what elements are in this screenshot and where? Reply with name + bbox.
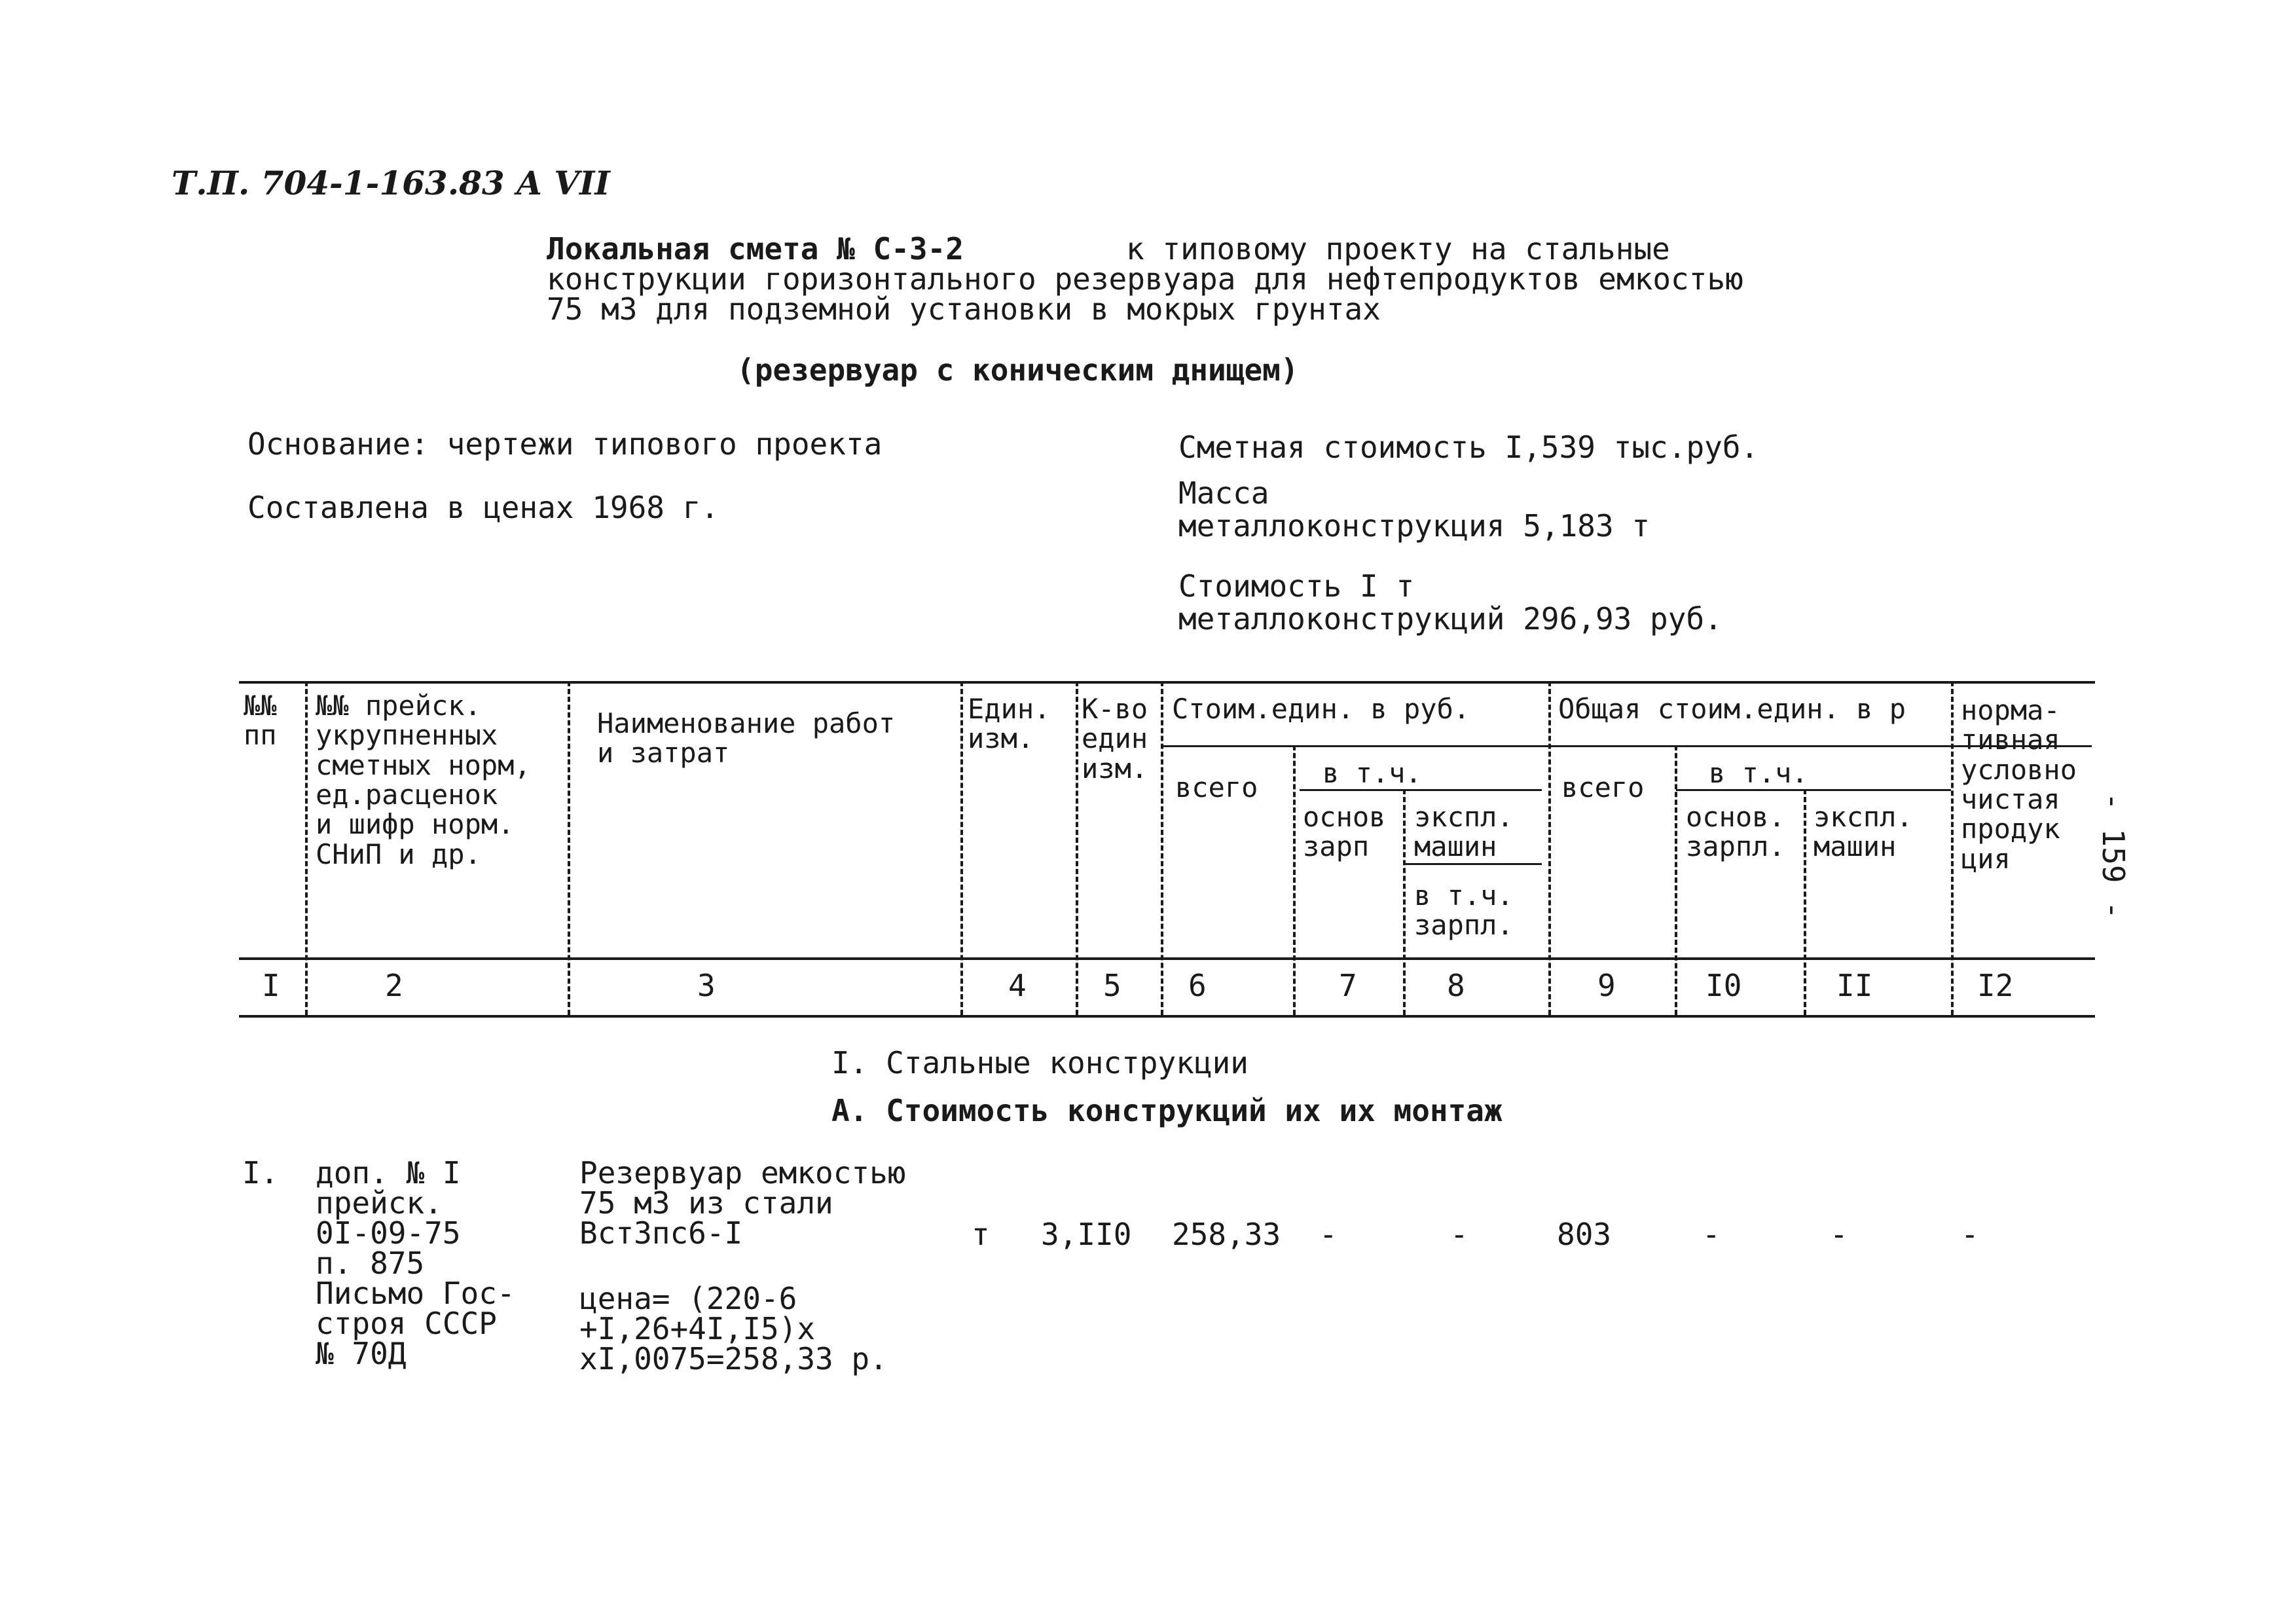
column-number: 5 (1103, 968, 1121, 1003)
row-unit-base: - (1319, 1217, 1338, 1252)
section-subtitle: А. Стоимость конструкций их их монтаж (831, 1093, 1503, 1128)
colnum-top-line (239, 957, 2095, 960)
row-total-base: - (1702, 1217, 1721, 1252)
estimate-title-right: к типовому проекту на стальные (1126, 231, 1670, 267)
column-number: 2 (385, 968, 403, 1003)
col-sep-5 (1161, 681, 1163, 1015)
row-total: 803 (1557, 1217, 1612, 1252)
row-net-production: - (1961, 1217, 1979, 1252)
header-total-cost-total: всего (1561, 771, 1645, 803)
header-number: №№ пп (244, 690, 277, 752)
table-top-line (239, 681, 2095, 684)
row-quantity: 3,II0 (1041, 1217, 1132, 1252)
header-total-cost-incl: в т.ч. (1709, 757, 1808, 789)
row-unit-mach: - (1450, 1217, 1468, 1252)
col-sep-6 (1293, 745, 1296, 1015)
page-number: - 159 - (2096, 792, 2131, 919)
header-unit: Един. изм. (968, 693, 1051, 755)
prices-text: Составлена в ценах 1968 г. (247, 490, 720, 525)
col-sep-7 (1403, 789, 1406, 1015)
header-unit-cost-mach: экспл. машин (1414, 801, 1514, 863)
row-price-ref: доп. № I прейск. 0I-09-75 п. 875 Письмо Гос- строя СССР № 70Д (316, 1155, 515, 1371)
column-number: 7 (1339, 968, 1357, 1003)
header-price-ref: №№ прейск. укрупненных сметных норм, ед.расценок и шифр норм. СНиП и др. (316, 690, 531, 870)
header-total-cost-base: основ. зарпл. (1686, 801, 1785, 863)
estimated-cost: Сметная стоимость I,539 тыс.руб. (1178, 430, 1759, 465)
incl1-divider (1300, 789, 1542, 791)
section-title: I. Стальные конструкции (831, 1045, 1248, 1080)
row-unit-total: 258,33 (1172, 1217, 1281, 1252)
column-number: I0 (1705, 968, 1742, 1003)
estimate-title-line3: 75 м3 для подземной установки в мокрых грунтах (547, 291, 1381, 327)
header-net-production: норма- тивная условно чистая продук ция (1961, 694, 2077, 875)
column-number: II (1836, 968, 1873, 1003)
header-quantity: К-во един изм. (1082, 693, 1148, 784)
incl2-divider (1676, 789, 1951, 791)
table-header-bottom-line (239, 1015, 2095, 1018)
row-unit: т (972, 1217, 990, 1252)
column-number: 3 (697, 968, 716, 1003)
basis-text: Основание: чертежи типового проекта (247, 426, 883, 462)
header-total-cost-group: Общая стоим.един. в р (1558, 693, 1906, 725)
col-sep-10 (1804, 789, 1806, 1015)
row-number: I. (242, 1155, 279, 1190)
header-unit-cost-mach-incl: в т.ч. зарпл. (1414, 879, 1514, 942)
col-sep-4 (1076, 681, 1078, 1015)
unit-cost-label: Стоимость I т (1178, 568, 1415, 604)
header-work-name: Наименование работ и затрат (597, 707, 896, 769)
column-number: 9 (1597, 968, 1616, 1003)
header-unit-cost-incl: в т.ч. (1322, 757, 1422, 789)
header-unit-cost-base: основ зарп (1303, 801, 1386, 863)
col-sep-9 (1675, 745, 1677, 1015)
mass-label: Масса (1178, 475, 1269, 511)
column-number: I2 (1977, 968, 2014, 1003)
header-unit-cost-total: всего (1175, 771, 1258, 803)
col-sep-8 (1548, 681, 1551, 1015)
header-unit-cost-group: Стоим.един. в руб. (1172, 693, 1470, 725)
column-number: I (262, 968, 280, 1003)
column-number: 8 (1447, 968, 1465, 1003)
mach-divider (1404, 863, 1542, 865)
header-total-cost-mach: экспл. машин (1813, 801, 1913, 863)
unit-cost-value: металлоконструкций 296,93 руб. (1178, 601, 1722, 637)
col-sep-11 (1951, 681, 1954, 1015)
mass-value: металлоконструкция 5,183 т (1178, 508, 1650, 544)
estimate-subtitle: (резервуар с коническим днищем) (737, 352, 1299, 388)
row-price-calc: цена= (220-6 +I,26+4I,I5)х хI,0075=258,33 р. (579, 1281, 888, 1376)
row-total-mach: - (1830, 1217, 1848, 1252)
document-code: Т.П. 704-1-163.83 А VII (172, 164, 610, 202)
column-number: 6 (1188, 968, 1207, 1003)
estimate-title: Локальная смета № С-3-2 (547, 231, 964, 267)
col-sep-2 (568, 681, 570, 1015)
estimate-title-line2: конструкции горизонтального резервуара для нефтепродуктов емкостью (547, 261, 1743, 297)
row-work-name: Резервуар емкостью 75 м3 из стали Вст3пс6-I (579, 1155, 906, 1251)
col-sep-1 (305, 681, 308, 1015)
column-number: 4 (1008, 968, 1027, 1003)
col-sep-3 (960, 681, 963, 1015)
